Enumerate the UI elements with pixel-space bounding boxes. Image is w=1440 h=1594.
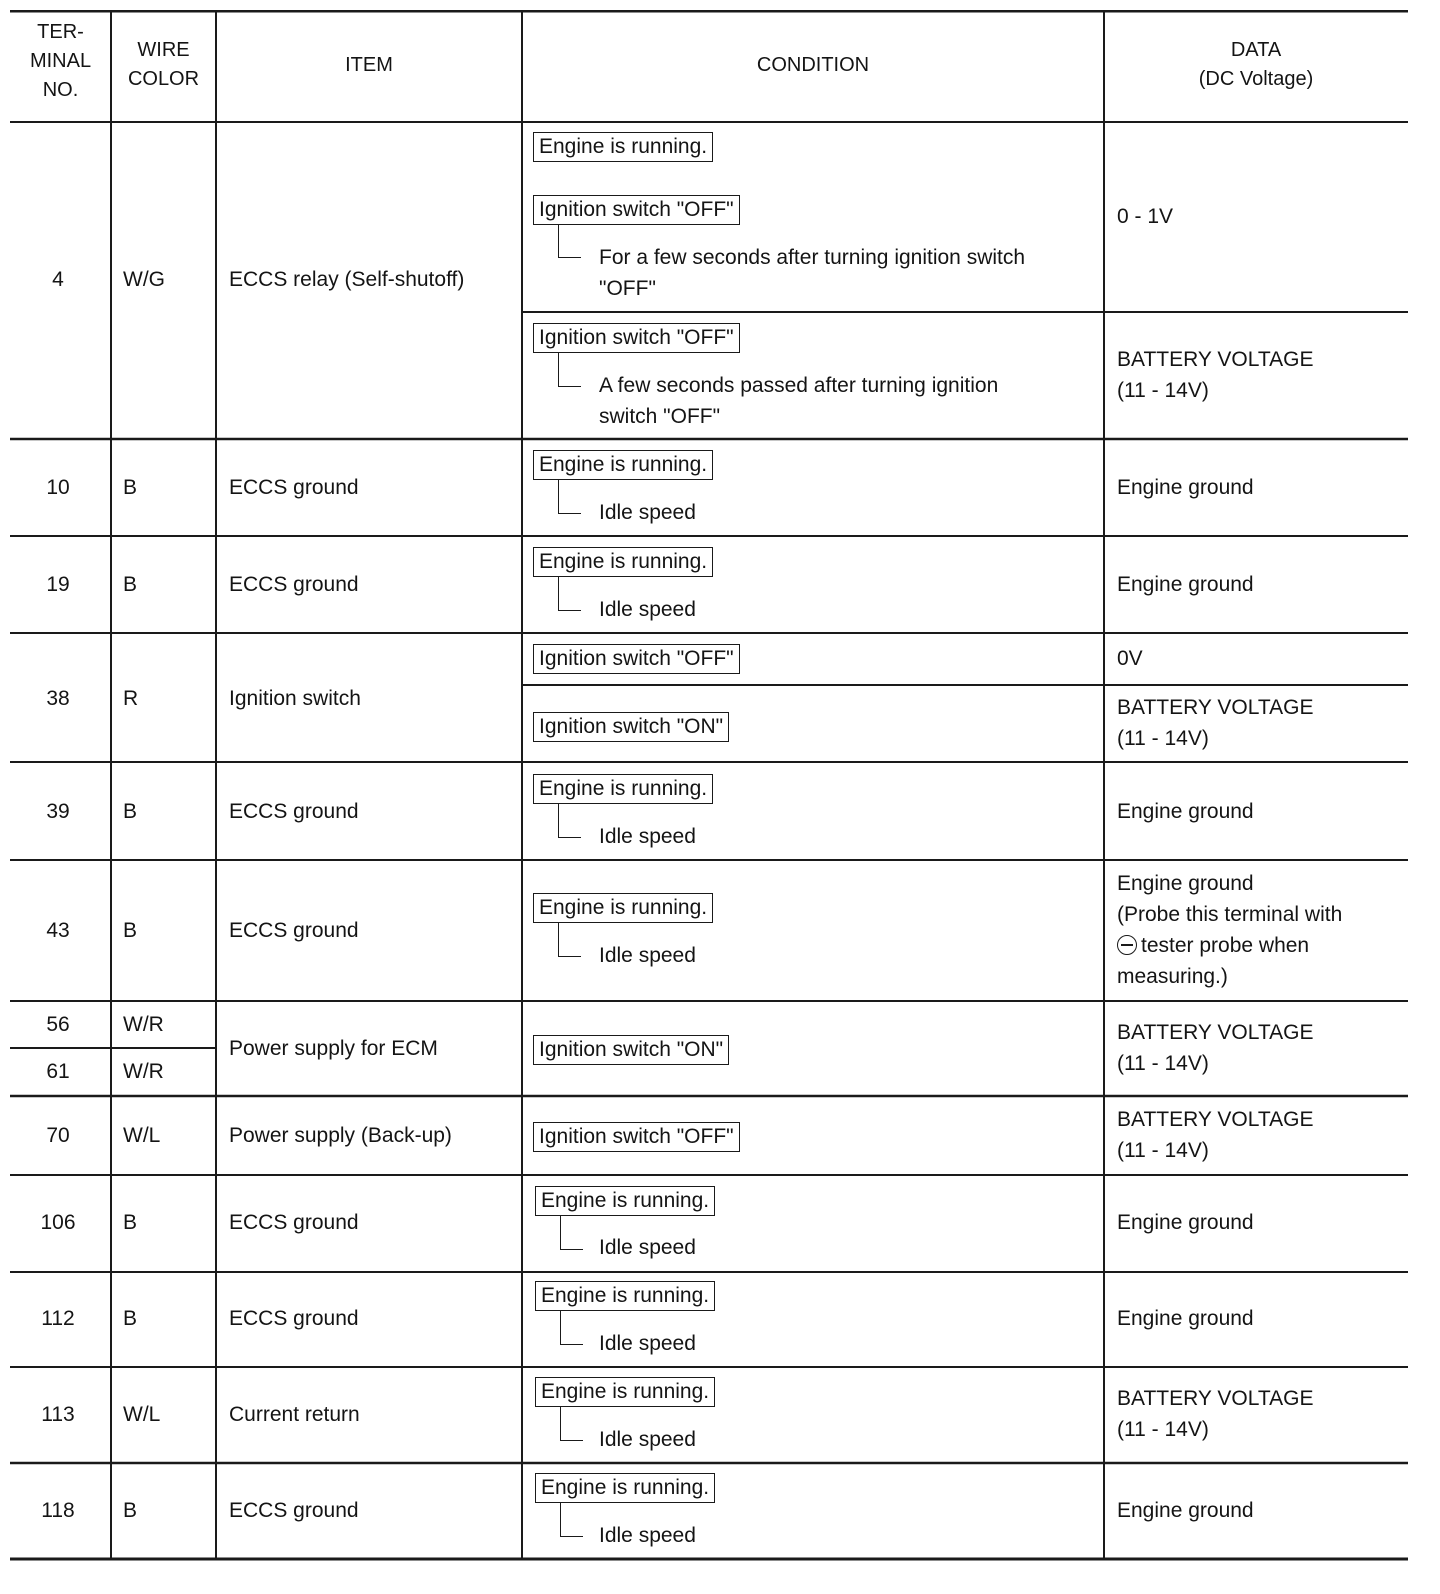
header-wire-color: WIRE COLOR xyxy=(127,39,200,90)
sub-condition: Idle speed xyxy=(599,1236,696,1259)
terminal-number: 19 xyxy=(46,573,70,596)
terminal-number: 106 xyxy=(40,1211,76,1234)
sub-condition: For a few seconds after turning ignition switch "OFF" xyxy=(599,246,1026,300)
condition-box: Engine is running. xyxy=(533,774,713,804)
sub-condition: Idle speed xyxy=(599,598,696,621)
wire-color: W/L xyxy=(123,1403,161,1426)
item-name: ECCS ground xyxy=(229,573,359,596)
sub-condition: Idle speed xyxy=(599,1428,696,1451)
sub-condition: Idle speed xyxy=(599,501,696,524)
item-name: ECCS ground xyxy=(229,1211,359,1234)
data-value-minus-line: tester probe when xyxy=(1117,930,1309,961)
wire-color: B xyxy=(123,919,138,942)
condition-box: Ignition switch "OFF" xyxy=(533,195,740,225)
terminal-number: 10 xyxy=(46,476,70,499)
data-value: 0V xyxy=(1117,647,1143,670)
sub-condition-connector xyxy=(558,922,581,957)
header-condition: CONDITION xyxy=(756,54,870,76)
data-value: Engine ground xyxy=(1117,573,1254,596)
item-name: Power supply for ECM xyxy=(229,1037,438,1060)
item-name: ECCS ground xyxy=(229,476,359,499)
condition-box: Engine is running. xyxy=(533,893,713,923)
item-name: ECCS ground xyxy=(229,1307,359,1330)
sub-condition: A few seconds passed after turning ignition switch "OFF" xyxy=(599,374,999,428)
wire-color: R xyxy=(123,687,139,710)
terminal-number: 112 xyxy=(41,1307,75,1330)
sub-condition-connector xyxy=(560,1502,583,1537)
item-name: Power supply (Back-up) xyxy=(229,1124,452,1147)
terminal-number: 61 xyxy=(46,1060,70,1083)
data-value: BATTERY VOLTAGE (11 - 14V) xyxy=(1117,348,1314,402)
sub-condition-connector xyxy=(560,1406,583,1441)
wire-color: W/R xyxy=(123,1013,164,1036)
header-data: DATA (DC Voltage) xyxy=(1198,39,1314,90)
sub-condition-connector xyxy=(558,576,581,611)
sub-condition-connector xyxy=(560,1215,583,1250)
data-value: BATTERY VOLTAGE (11 - 14V) xyxy=(1117,1387,1314,1441)
condition-box: Engine is running. xyxy=(533,547,713,577)
wire-color: W/R xyxy=(123,1060,164,1083)
item-name: Current return xyxy=(229,1403,360,1426)
sub-condition-connector xyxy=(558,479,581,514)
terminal-number: 113 xyxy=(41,1403,75,1426)
item-name: ECCS ground xyxy=(229,919,359,942)
terminal-number: 43 xyxy=(46,919,70,942)
condition-box: Ignition switch "OFF" xyxy=(533,323,740,353)
sub-condition-connector xyxy=(558,803,581,838)
terminal-number: 118 xyxy=(41,1499,75,1522)
condition-box: Ignition switch "ON" xyxy=(533,712,729,742)
header-terminal-no: TER- MINAL NO. xyxy=(29,21,92,101)
condition-box: Ignition switch "OFF" xyxy=(533,644,740,674)
condition-box: Engine is running. xyxy=(535,1186,715,1216)
item-name: ECCS relay (Self-shutoff) xyxy=(229,268,465,291)
condition-box: Engine is running. xyxy=(533,450,713,480)
minus-circle-icon xyxy=(1117,935,1137,955)
wire-color: B xyxy=(123,1307,138,1330)
data-value: BATTERY VOLTAGE (11 - 14V) xyxy=(1117,696,1314,750)
terminal-number: 39 xyxy=(46,800,70,823)
data-value: Engine ground xyxy=(1117,1307,1254,1330)
condition-box: Ignition switch "OFF" xyxy=(533,1122,740,1152)
data-value: Engine ground xyxy=(1117,476,1254,499)
condition-box: Engine is running. xyxy=(535,1377,715,1407)
item-name: ECCS ground xyxy=(229,1499,359,1522)
header-item: ITEM xyxy=(345,54,393,76)
sub-condition-connector xyxy=(560,1310,583,1345)
wire-color: W/L xyxy=(123,1124,161,1147)
sub-condition: Idle speed xyxy=(599,1524,696,1547)
terminal-number: 70 xyxy=(46,1124,70,1147)
condition-box: Engine is running. xyxy=(535,1281,715,1311)
wire-color: B xyxy=(123,800,138,823)
terminal-number: 56 xyxy=(46,1013,70,1036)
sub-condition: Idle speed xyxy=(599,825,696,848)
wire-color: B xyxy=(123,1499,138,1522)
terminal-number: 4 xyxy=(52,268,64,291)
wire-color: B xyxy=(123,476,138,499)
data-value: Engine ground xyxy=(1117,800,1254,823)
condition-box: Ignition switch "ON" xyxy=(533,1035,729,1065)
wire-color: B xyxy=(123,573,138,596)
sub-condition-connector xyxy=(558,352,581,387)
item-name: ECCS ground xyxy=(229,800,359,823)
sub-condition: Idle speed xyxy=(599,944,696,967)
terminal-number: 38 xyxy=(46,687,70,710)
condition-box: Engine is running. xyxy=(533,132,713,162)
wire-color: B xyxy=(123,1211,138,1234)
data-value: measuring.) xyxy=(1117,965,1228,988)
data-value: BATTERY VOLTAGE (11 - 14V) xyxy=(1117,1108,1314,1162)
wire-color: W/G xyxy=(123,268,165,291)
data-value: 0 - 1V xyxy=(1117,205,1174,228)
data-value: Engine ground xyxy=(1117,1499,1254,1522)
terminal-data-table xyxy=(10,10,1430,1590)
data-value: Engine ground xyxy=(1117,1211,1254,1234)
sub-condition-connector xyxy=(558,224,581,258)
condition-box: Engine is running. xyxy=(535,1473,715,1503)
item-name: Ignition switch xyxy=(229,687,361,710)
data-value: BATTERY VOLTAGE (11 - 14V) xyxy=(1117,1021,1314,1075)
sub-condition: Idle speed xyxy=(599,1332,696,1355)
data-value: Engine ground (Probe this terminal with xyxy=(1117,872,1343,926)
